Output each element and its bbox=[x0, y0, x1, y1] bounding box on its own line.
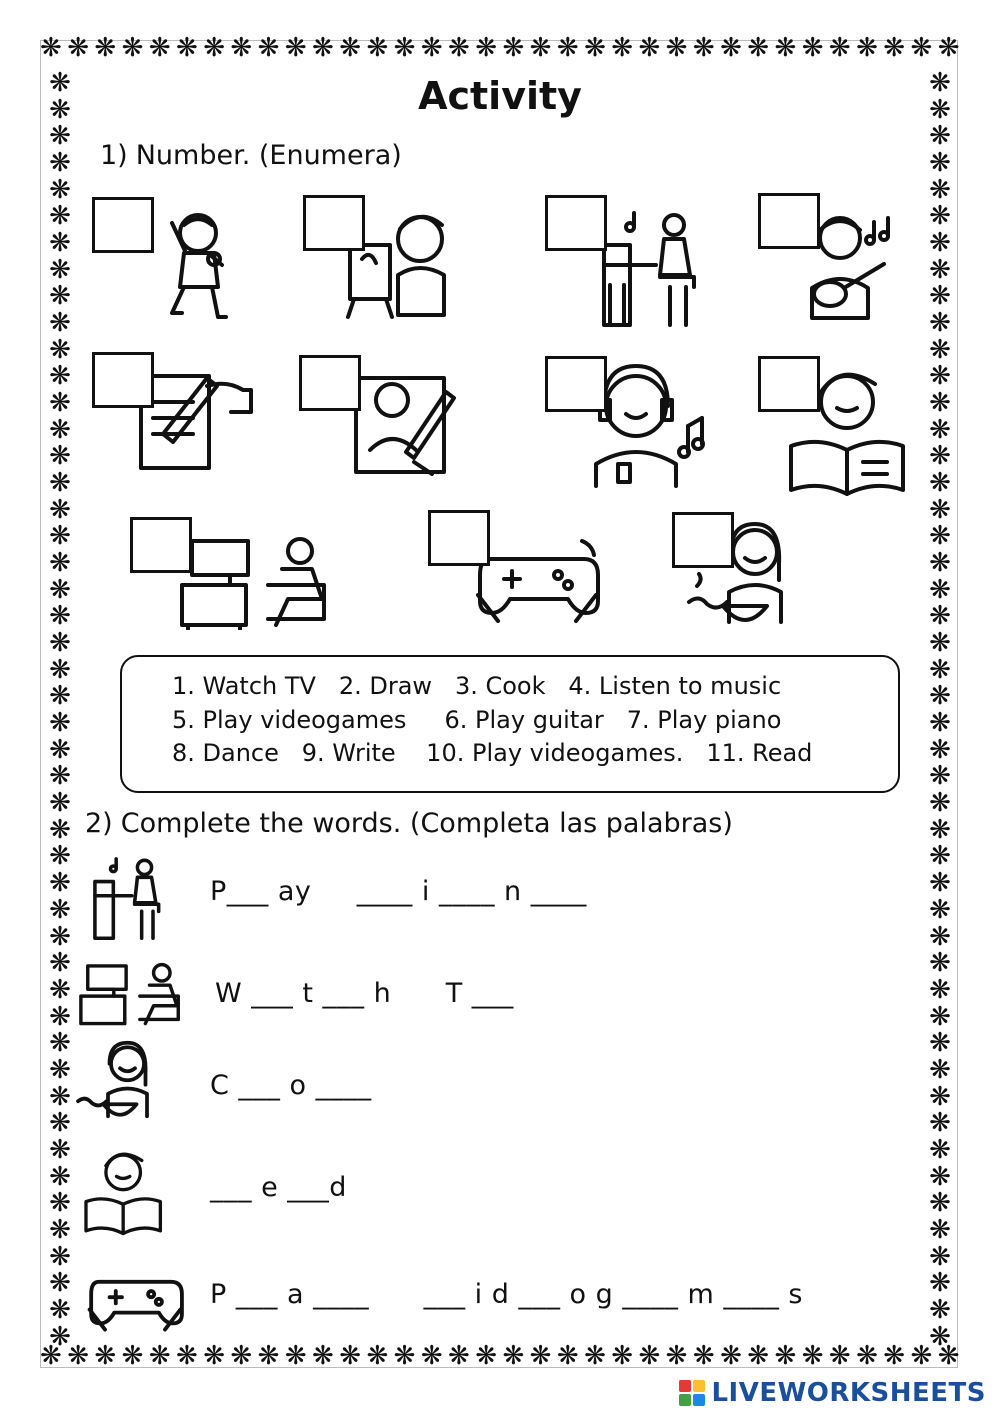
border-star-icon: ❋ bbox=[937, 1341, 960, 1371]
border-star-icon: ❋ bbox=[929, 148, 951, 179]
watch-tv-picture-icon bbox=[178, 525, 338, 630]
border-star-icon: ❋ bbox=[49, 521, 71, 552]
read-small-icon bbox=[82, 1145, 167, 1237]
border-star-icon: ❋ bbox=[49, 1134, 71, 1165]
border-star-icon: ❋ bbox=[203, 33, 226, 63]
border-star-icon: ❋ bbox=[49, 468, 71, 499]
border-star-icon: ❋ bbox=[49, 254, 71, 285]
border-star-icon: ❋ bbox=[49, 1001, 71, 1032]
border-star-icon: ❋ bbox=[475, 33, 498, 63]
border-star-icon: ❋ bbox=[49, 308, 71, 339]
border-star-icon: ❋ bbox=[49, 948, 71, 979]
border-star-icon: ❋ bbox=[49, 894, 71, 925]
border-star-icon: ❋ bbox=[257, 1341, 280, 1371]
border-star-icon: ❋ bbox=[49, 761, 71, 792]
border-star-icon: ❋ bbox=[929, 228, 951, 259]
border-star-icon: ❋ bbox=[929, 521, 951, 552]
star-border-top bbox=[40, 28, 960, 68]
border-star-icon: ❋ bbox=[774, 33, 797, 63]
border-star-icon: ❋ bbox=[692, 1341, 715, 1371]
border-star-icon: ❋ bbox=[49, 681, 71, 712]
border-star-icon: ❋ bbox=[49, 1028, 71, 1059]
section1-label: Number. (Enumera) bbox=[135, 140, 402, 171]
border-star-icon: ❋ bbox=[448, 33, 470, 63]
draw-picture-icon bbox=[352, 370, 462, 478]
border-star-icon: ❋ bbox=[828, 1341, 851, 1371]
border-star-icon: ❋ bbox=[49, 1081, 71, 1112]
border-star-icon: ❋ bbox=[584, 33, 606, 63]
border-star-icon: ❋ bbox=[49, 708, 71, 739]
border-star-icon: ❋ bbox=[929, 921, 951, 952]
word-bank-line-2: 5. Play videogames 6. Play guitar 7. Play piano bbox=[172, 706, 782, 734]
section1-number: 1) bbox=[100, 140, 128, 171]
answer-box-10[interactable] bbox=[428, 510, 490, 566]
border-star-icon: ❋ bbox=[49, 201, 71, 232]
border-star-icon: ❋ bbox=[49, 921, 71, 952]
border-star-icon: ❋ bbox=[49, 1241, 71, 1272]
watch-tv-small-icon bbox=[78, 955, 188, 1027]
border-star-icon: ❋ bbox=[393, 33, 416, 63]
border-star-icon: ❋ bbox=[121, 33, 144, 63]
border-star-icon: ❋ bbox=[692, 33, 715, 63]
border-star-icon: ❋ bbox=[929, 121, 951, 152]
border-star-icon: ❋ bbox=[929, 1188, 951, 1219]
border-star-icon: ❋ bbox=[49, 1321, 71, 1352]
border-star-icon: ❋ bbox=[339, 1341, 362, 1371]
word-bank-line-3: 8. Dance 9. Write 10. Play videogames. 11. Read bbox=[172, 739, 813, 767]
answer-box-4[interactable] bbox=[758, 193, 820, 249]
border-star-icon: ❋ bbox=[49, 1161, 71, 1192]
border-star-icon: ❋ bbox=[856, 1341, 878, 1371]
border-star-icon: ❋ bbox=[828, 33, 851, 63]
border-star-icon: ❋ bbox=[40, 33, 62, 63]
border-star-icon: ❋ bbox=[529, 33, 552, 63]
play-piano-small-icon bbox=[85, 850, 170, 945]
section2-label: Complete the words. (Completa las palabras) bbox=[120, 808, 733, 839]
border-star-icon: ❋ bbox=[611, 1341, 634, 1371]
liveworksheets-brand[interactable] bbox=[679, 1378, 986, 1408]
border-star-icon: ❋ bbox=[49, 94, 71, 125]
answer-box-8[interactable] bbox=[758, 356, 820, 412]
border-star-icon: ❋ bbox=[49, 628, 71, 659]
border-star-icon: ❋ bbox=[67, 1341, 89, 1371]
border-star-icon: ❋ bbox=[420, 33, 443, 63]
border-star-icon: ❋ bbox=[665, 1341, 688, 1371]
border-star-icon: ❋ bbox=[929, 254, 951, 285]
border-star-icon: ❋ bbox=[929, 1054, 951, 1085]
border-star-icon: ❋ bbox=[556, 1341, 579, 1371]
play-videogames-picture-icon bbox=[472, 535, 602, 625]
border-star-icon: ❋ bbox=[747, 1341, 770, 1371]
border-star-icon: ❋ bbox=[929, 654, 951, 685]
word-bank bbox=[120, 655, 900, 793]
border-star-icon: ❋ bbox=[176, 1341, 198, 1371]
border-star-icon: ❋ bbox=[929, 468, 951, 499]
section1-heading bbox=[100, 140, 402, 171]
border-star-icon: ❋ bbox=[40, 1341, 62, 1371]
border-star-icon: ❋ bbox=[929, 1028, 951, 1059]
border-star-icon: ❋ bbox=[929, 1161, 951, 1192]
border-star-icon: ❋ bbox=[49, 868, 71, 899]
liveworksheets-logo-icon bbox=[679, 1380, 705, 1406]
logo-square-green bbox=[679, 1394, 691, 1406]
border-star-icon: ❋ bbox=[284, 33, 307, 63]
border-star-icon: ❋ bbox=[49, 68, 71, 98]
word-bank-line-1: 1. Watch TV 2. Draw 3. Cook 4. Listen to music bbox=[172, 672, 782, 700]
border-star-icon: ❋ bbox=[929, 201, 951, 232]
border-star-icon: ❋ bbox=[929, 1241, 951, 1272]
border-star-icon: ❋ bbox=[929, 334, 951, 365]
border-star-icon: ❋ bbox=[230, 33, 253, 63]
border-star-icon: ❋ bbox=[929, 948, 951, 979]
border-star-icon: ❋ bbox=[929, 761, 951, 792]
page-title: Activity bbox=[418, 74, 582, 118]
border-star-icon: ❋ bbox=[49, 654, 71, 685]
border-star-icon: ❋ bbox=[49, 1108, 71, 1139]
logo-square-blue bbox=[693, 1394, 705, 1406]
brand-name: LIVEWORKSHEETS bbox=[711, 1378, 986, 1408]
border-star-icon: ❋ bbox=[801, 33, 824, 63]
border-star-icon: ❋ bbox=[929, 174, 951, 205]
border-star-icon: ❋ bbox=[448, 1341, 470, 1371]
border-star-icon: ❋ bbox=[49, 548, 71, 579]
border-star-icon: ❋ bbox=[638, 33, 661, 63]
border-star-icon: ❋ bbox=[929, 281, 951, 312]
border-star-icon: ❋ bbox=[420, 1341, 443, 1371]
complete-word-1[interactable]: P___ ay ____ i ____ n ____ bbox=[210, 876, 587, 907]
border-star-icon: ❋ bbox=[929, 494, 951, 525]
border-star-icon: ❋ bbox=[929, 708, 951, 739]
border-star-icon: ❋ bbox=[49, 388, 71, 419]
border-star-icon: ❋ bbox=[856, 33, 878, 63]
border-star-icon: ❋ bbox=[611, 33, 634, 63]
answer-box-11[interactable] bbox=[672, 512, 734, 568]
border-star-icon: ❋ bbox=[49, 441, 71, 472]
border-star-icon: ❋ bbox=[49, 361, 71, 392]
border-star-icon: ❋ bbox=[49, 148, 71, 179]
border-star-icon: ❋ bbox=[665, 33, 688, 63]
cook-small-icon bbox=[75, 1040, 165, 1125]
border-star-icon: ❋ bbox=[257, 33, 280, 63]
answer-box-1[interactable] bbox=[92, 197, 154, 253]
answer-box-2[interactable] bbox=[303, 195, 365, 251]
border-star-icon: ❋ bbox=[49, 1294, 71, 1325]
border-star-icon: ❋ bbox=[774, 1341, 797, 1371]
complete-word-5[interactable]: P ___ a ____ ___ i d ___ o g ____ m ____ s bbox=[210, 1279, 803, 1310]
border-star-icon: ❋ bbox=[49, 974, 71, 1005]
border-star-icon: ❋ bbox=[910, 1341, 933, 1371]
answer-box-6[interactable] bbox=[299, 355, 361, 411]
border-star-icon: ❋ bbox=[49, 228, 71, 259]
complete-word-4[interactable]: ___ e ___d bbox=[210, 1172, 347, 1203]
border-star-icon: ❋ bbox=[203, 1341, 226, 1371]
border-star-icon: ❋ bbox=[49, 121, 71, 152]
border-star-icon: ❋ bbox=[929, 574, 951, 605]
border-star-icon: ❋ bbox=[929, 361, 951, 392]
border-star-icon: ❋ bbox=[929, 1134, 951, 1165]
answer-box-3[interactable] bbox=[545, 195, 607, 251]
border-star-icon: ❋ bbox=[49, 814, 71, 845]
border-star-icon: ❋ bbox=[556, 33, 579, 63]
play-videogames-small-icon bbox=[85, 1262, 185, 1334]
border-star-icon: ❋ bbox=[720, 33, 742, 63]
border-star-icon: ❋ bbox=[929, 1108, 951, 1139]
border-star-icon: ❋ bbox=[929, 788, 951, 819]
border-star-icon: ❋ bbox=[929, 68, 951, 98]
border-star-icon: ❋ bbox=[502, 1341, 525, 1371]
border-star-icon: ❋ bbox=[638, 1341, 661, 1371]
border-star-icon: ❋ bbox=[49, 414, 71, 445]
complete-word-3[interactable]: C ___ o ____ bbox=[210, 1070, 372, 1101]
complete-word-2[interactable]: W ___ t ___ h T ___ bbox=[215, 978, 514, 1009]
section2-heading bbox=[85, 808, 733, 839]
dance-picture-icon bbox=[150, 205, 250, 325]
border-star-icon: ❋ bbox=[929, 1321, 951, 1352]
border-star-icon: ❋ bbox=[94, 33, 117, 63]
border-star-icon: ❋ bbox=[49, 788, 71, 819]
border-star-icon: ❋ bbox=[929, 814, 951, 845]
section2-number: 2) bbox=[85, 808, 113, 839]
border-star-icon: ❋ bbox=[529, 1341, 552, 1371]
border-star-icon: ❋ bbox=[67, 33, 89, 63]
border-star-icon: ❋ bbox=[929, 628, 951, 659]
border-star-icon: ❋ bbox=[49, 1214, 71, 1245]
border-star-icon: ❋ bbox=[747, 33, 770, 63]
border-star-icon: ❋ bbox=[148, 1341, 171, 1371]
border-star-icon: ❋ bbox=[339, 33, 362, 63]
border-star-icon: ❋ bbox=[49, 1188, 71, 1219]
border-star-icon: ❋ bbox=[937, 33, 960, 63]
border-star-icon: ❋ bbox=[49, 174, 71, 205]
border-star-icon: ❋ bbox=[929, 974, 951, 1005]
border-star-icon: ❋ bbox=[910, 33, 933, 63]
border-star-icon: ❋ bbox=[366, 1341, 389, 1371]
star-border-bottom bbox=[40, 1336, 960, 1376]
border-star-icon: ❋ bbox=[584, 1341, 606, 1371]
answer-box-5[interactable] bbox=[92, 352, 154, 408]
border-star-icon: ❋ bbox=[148, 33, 171, 63]
border-star-icon: ❋ bbox=[49, 494, 71, 525]
border-star-icon: ❋ bbox=[49, 334, 71, 365]
border-star-icon: ❋ bbox=[929, 681, 951, 712]
border-star-icon: ❋ bbox=[929, 734, 951, 765]
border-star-icon: ❋ bbox=[929, 1294, 951, 1325]
border-star-icon: ❋ bbox=[393, 1341, 416, 1371]
border-star-icon: ❋ bbox=[49, 574, 71, 605]
border-star-icon: ❋ bbox=[230, 1341, 253, 1371]
border-star-icon: ❋ bbox=[929, 1081, 951, 1112]
answer-box-9[interactable] bbox=[130, 517, 192, 573]
play-piano-picture-icon bbox=[590, 205, 710, 330]
border-star-icon: ❋ bbox=[284, 1341, 307, 1371]
border-star-icon: ❋ bbox=[312, 1341, 334, 1371]
border-star-icon: ❋ bbox=[929, 601, 951, 632]
border-star-icon: ❋ bbox=[929, 868, 951, 899]
border-star-icon: ❋ bbox=[121, 1341, 144, 1371]
border-star-icon: ❋ bbox=[720, 1341, 742, 1371]
border-star-icon: ❋ bbox=[929, 441, 951, 472]
border-star-icon: ❋ bbox=[49, 734, 71, 765]
border-star-icon: ❋ bbox=[49, 281, 71, 312]
border-star-icon: ❋ bbox=[929, 548, 951, 579]
border-star-icon: ❋ bbox=[929, 414, 951, 445]
border-star-icon: ❋ bbox=[883, 1341, 906, 1371]
border-star-icon: ❋ bbox=[929, 1214, 951, 1245]
border-star-icon: ❋ bbox=[49, 1054, 71, 1085]
border-star-icon: ❋ bbox=[475, 1341, 498, 1371]
logo-square-red bbox=[679, 1380, 691, 1392]
border-star-icon: ❋ bbox=[176, 33, 198, 63]
border-star-icon: ❋ bbox=[49, 1268, 71, 1299]
border-star-icon: ❋ bbox=[801, 1341, 824, 1371]
star-border-left bbox=[40, 70, 80, 1350]
border-star-icon: ❋ bbox=[502, 33, 525, 63]
border-star-icon: ❋ bbox=[366, 33, 389, 63]
border-star-icon: ❋ bbox=[929, 388, 951, 419]
border-star-icon: ❋ bbox=[929, 1268, 951, 1299]
border-star-icon: ❋ bbox=[929, 1001, 951, 1032]
border-star-icon: ❋ bbox=[929, 308, 951, 339]
border-star-icon: ❋ bbox=[312, 33, 334, 63]
border-star-icon: ❋ bbox=[49, 841, 71, 872]
answer-box-7[interactable] bbox=[545, 356, 607, 412]
logo-square-yellow bbox=[693, 1380, 705, 1392]
border-star-icon: ❋ bbox=[883, 33, 906, 63]
border-star-icon: ❋ bbox=[94, 1341, 117, 1371]
listen-to-music-picture-icon bbox=[588, 356, 718, 488]
border-star-icon: ❋ bbox=[929, 894, 951, 925]
star-border-right bbox=[920, 70, 960, 1350]
border-star-icon: ❋ bbox=[49, 601, 71, 632]
border-star-icon: ❋ bbox=[929, 94, 951, 125]
border-star-icon: ❋ bbox=[929, 841, 951, 872]
